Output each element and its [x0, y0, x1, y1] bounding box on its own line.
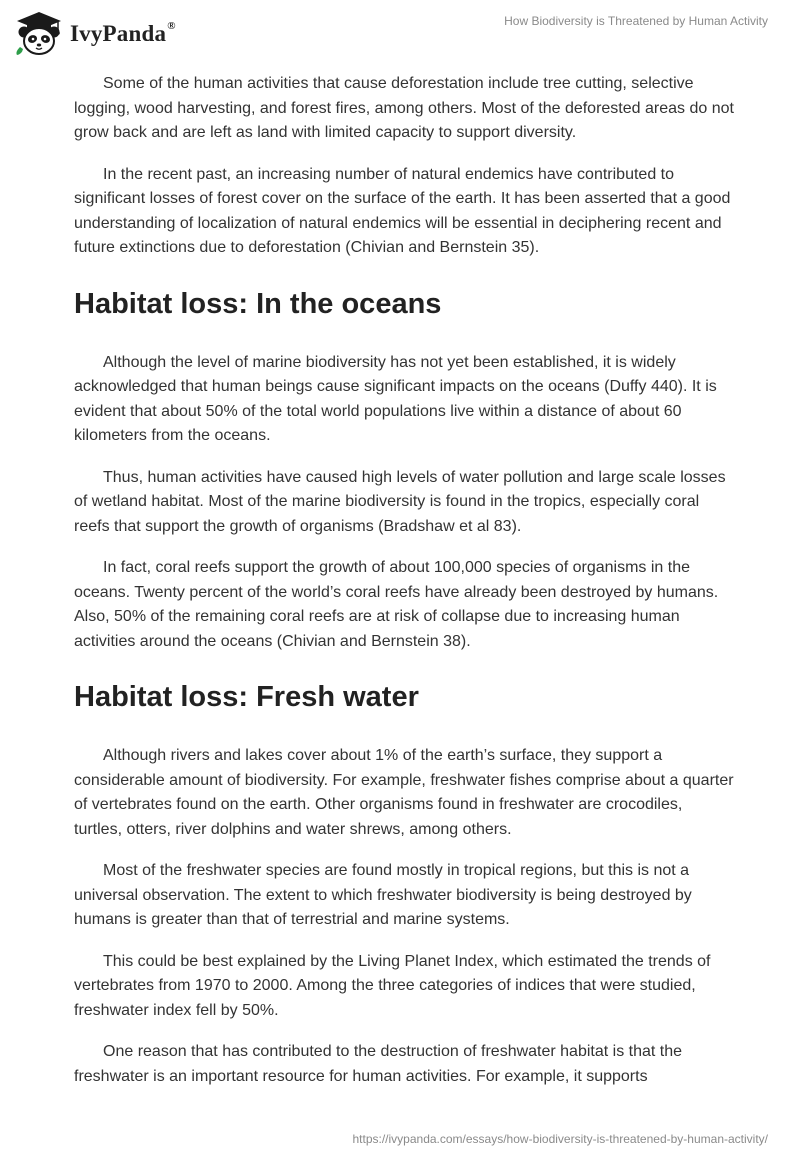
paragraph-water-pollution: Thus, human activities have caused high levels of water pollution and large scale losses of wetland habitat. Most of the marine biodiversity is found in the tropics, especially coral reefs that support the growth of organisms (Bradshaw et al 83).	[74, 468, 726, 535]
logo-wordmark	[70, 21, 176, 47]
registered-mark: ®	[167, 20, 176, 33]
paragraph-freshwater-resource: One reason that has contributed to the destruction of freshwater habitat is that the freshwater is an important resource for human activities. For example, it supports	[74, 1043, 683, 1085]
logo-text: IvyPanda	[70, 21, 167, 46]
paragraph-marine-biodiversity: Although the level of marine biodiversity has not yet been established, it is widely acknowledged that human beings cause significant impacts on the oceans (Duffy 440). It is evident that about 50% of the total world populations live within a distance of about 60 kilometers from the oceans.	[74, 353, 717, 444]
paragraph-natural-endemics: In the recent past, an increasing number of natural endemics have contributed to significant losses of forest cover on the surface of the earth. It has been asserted that a good understanding of localization of natural endemics will be essential in deciphering recent and future extinctions due to deforestation (Chivian and Bernstein 35).	[74, 165, 731, 256]
heading-habitat-loss-fresh-water: Habitat loss: Fresh water	[74, 681, 419, 713]
page-header	[0, 0, 800, 70]
paragraph-rivers-and-lakes: Although rivers and lakes cover about 1% of the earth’s surface, they support a considerable amount of biodiversity. For example, freshwater fishes comprise about a quarter of vertebrates found on the earth. Other organisms found in freshwater are crocodiles, turtles, otters, river dolphins and water shrews, among others.	[74, 747, 734, 838]
paragraph-tropical-freshwater-species: Most of the freshwater species are found mostly in tropical regions, but this is not a universal observation. The extent to which freshwater biodiversity is being destroyed by humans is greater than that of terrestrial and marine systems.	[74, 862, 692, 928]
article-body	[74, 72, 734, 1106]
paragraph-deforestation-activities: Some of the human activities that cause deforestation include tree cutting, selective logging, wood harvesting, and forest fires, among others. Most of the deforested areas do not grow back and are left as land with limited capacity to support diversity.	[74, 75, 734, 141]
paragraph-coral-reefs: In fact, coral reefs support the growth of about 100,000 species of organisms in the oceans. Twenty percent of the world’s coral reefs have already been destroyed by humans. Also, 50% of the remaining coral reefs are at risk of collapse due to increasing human activities around the oceans (Chivian and Bernstein 38).	[74, 559, 719, 650]
document-title: How Biodiversity is Threatened by Human Activity	[504, 14, 768, 28]
paragraph-living-planet-index: This could be best explained by the Living Planet Index, which estimated the trends of vertebrates from 1970 to 2000. Among the three categories of indices that were studied, freshwater index fell by 50%.	[74, 952, 711, 1019]
ivypanda-logo[interactable]	[14, 8, 176, 58]
heading-habitat-loss-oceans: Habitat loss: In the oceans	[74, 287, 442, 320]
source-url-link[interactable]: https://ivypanda.com/essays/how-biodiversity-is-threatened-by-human-activity/	[352, 1132, 768, 1146]
panda-graduate-icon	[14, 10, 64, 56]
